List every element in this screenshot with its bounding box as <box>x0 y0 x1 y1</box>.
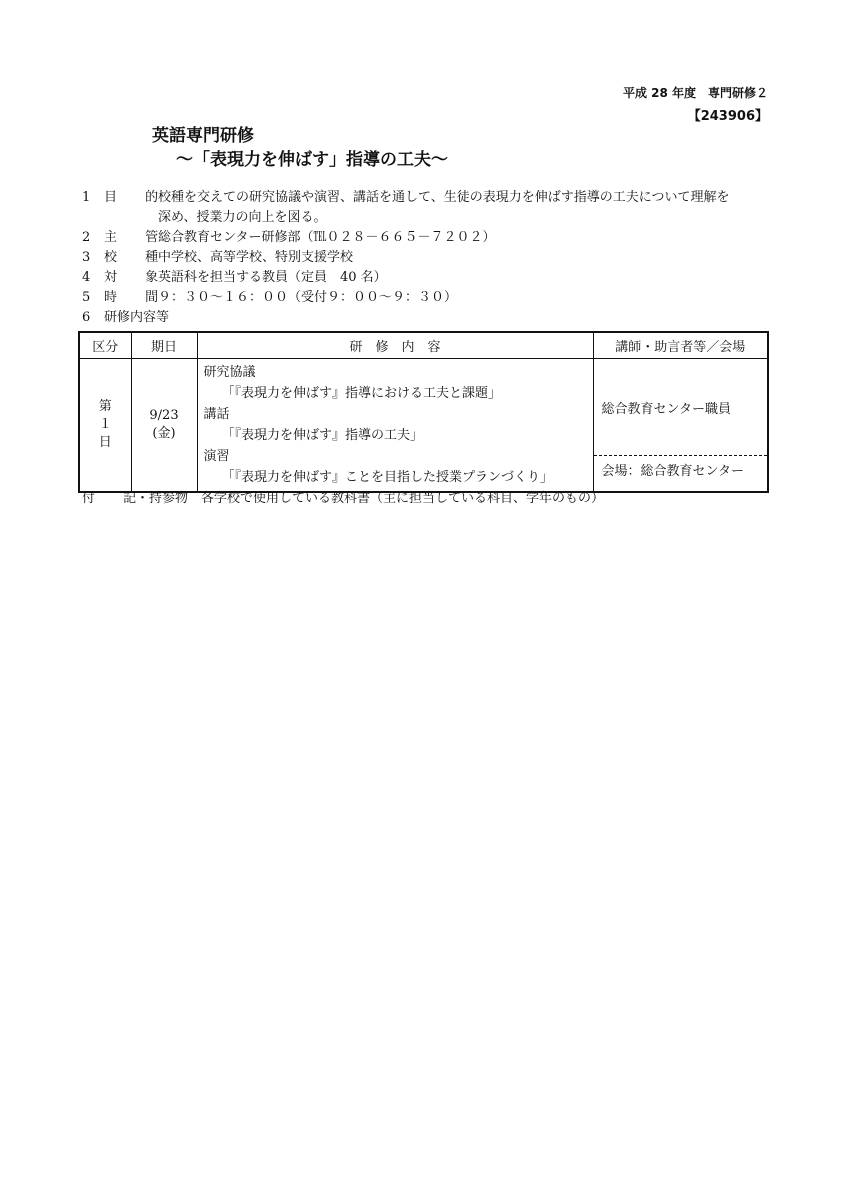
header-date: 期日 <box>131 332 197 359</box>
item-number: 1 <box>82 190 91 205</box>
item-purpose <box>82 188 729 208</box>
date-cell <box>131 359 197 493</box>
item-purpose-continued: 深め、授業力の向上を図る。 <box>158 210 327 225</box>
item-time <box>82 288 457 308</box>
item-organizer <box>82 228 495 248</box>
date-value: 9/23 <box>149 408 179 423</box>
item-number: 5 <box>82 290 91 305</box>
page-subtitle: ～「表現力を伸ばす」指導の工夫～ <box>176 150 448 170</box>
item-key: 校 種 <box>104 250 171 265</box>
content-cell <box>197 359 593 493</box>
weekday-value: (金) <box>152 426 176 441</box>
item-number: 2 <box>82 230 91 245</box>
item-school-type <box>82 248 353 268</box>
item-text: 中学校、高等学校、特別支援学校 <box>158 250 354 265</box>
item-label: 研修内容等 <box>104 310 170 325</box>
item-text: 総合教育センター研修部（℡０２８－６６５－７２０２） <box>158 230 496 245</box>
page-title: 英語専門研修 <box>152 126 254 146</box>
notes-text: ・持参物 各学校で使用している教科書（主に担当している科目、学年のもの） <box>136 491 605 506</box>
item-text: ９：３０～１６：００（受付９：００～９：３０） <box>158 290 458 305</box>
table-header-row <box>79 332 768 359</box>
notes <box>82 487 604 506</box>
lecturer: 総合教育センター職員 <box>594 359 768 456</box>
day-char: 第 <box>98 399 112 414</box>
day-char: １ <box>98 417 112 432</box>
day-char: 日 <box>98 435 112 450</box>
item-content-heading <box>82 308 169 328</box>
session-type: 演習 <box>203 449 230 464</box>
item-key: 主 管 <box>104 230 171 245</box>
session-title: 「『表現力を伸ばす』ことを目指した授業プランづくり」 <box>221 470 554 485</box>
session-title: 「『表現力を伸ばす』指導の工夫」 <box>221 428 424 443</box>
schedule-table <box>78 331 769 493</box>
item-key: 時 間 <box>104 290 171 305</box>
session-type: 研究協議 <box>203 365 256 380</box>
day-cell <box>79 359 131 493</box>
notes-key: 付 記 <box>82 491 149 506</box>
header-division: 区分 <box>79 332 131 359</box>
item-number: 6 <box>82 310 91 325</box>
table-row <box>79 359 768 493</box>
venue: 会場：総合教育センター <box>601 463 744 479</box>
item-key: 目 的 <box>104 190 171 205</box>
course-code: 【243906】 <box>687 109 768 124</box>
item-text: 校種を交えての研究協議や演習、講話を通して、生徒の表現力を伸ばす指導の工夫について理解を <box>158 190 730 205</box>
header-lecturer-venue: 講師・助言者等／会場 <box>593 332 768 359</box>
item-number: 3 <box>82 250 91 265</box>
item-text: 英語科を担当する教員（定員 40 名） <box>158 270 387 285</box>
year-label: 平成 28 年度 専門研修２ <box>622 86 768 100</box>
lecturer-venue-cell <box>593 359 768 493</box>
session-type: 講話 <box>203 407 230 422</box>
item-number: 4 <box>82 270 91 285</box>
item-target <box>82 268 387 288</box>
session-title: 「『表現力を伸ばす』指導における工夫と課題」 <box>221 386 502 401</box>
header-content: 研 修 内 容 <box>197 332 593 359</box>
item-key: 対 象 <box>104 270 171 285</box>
